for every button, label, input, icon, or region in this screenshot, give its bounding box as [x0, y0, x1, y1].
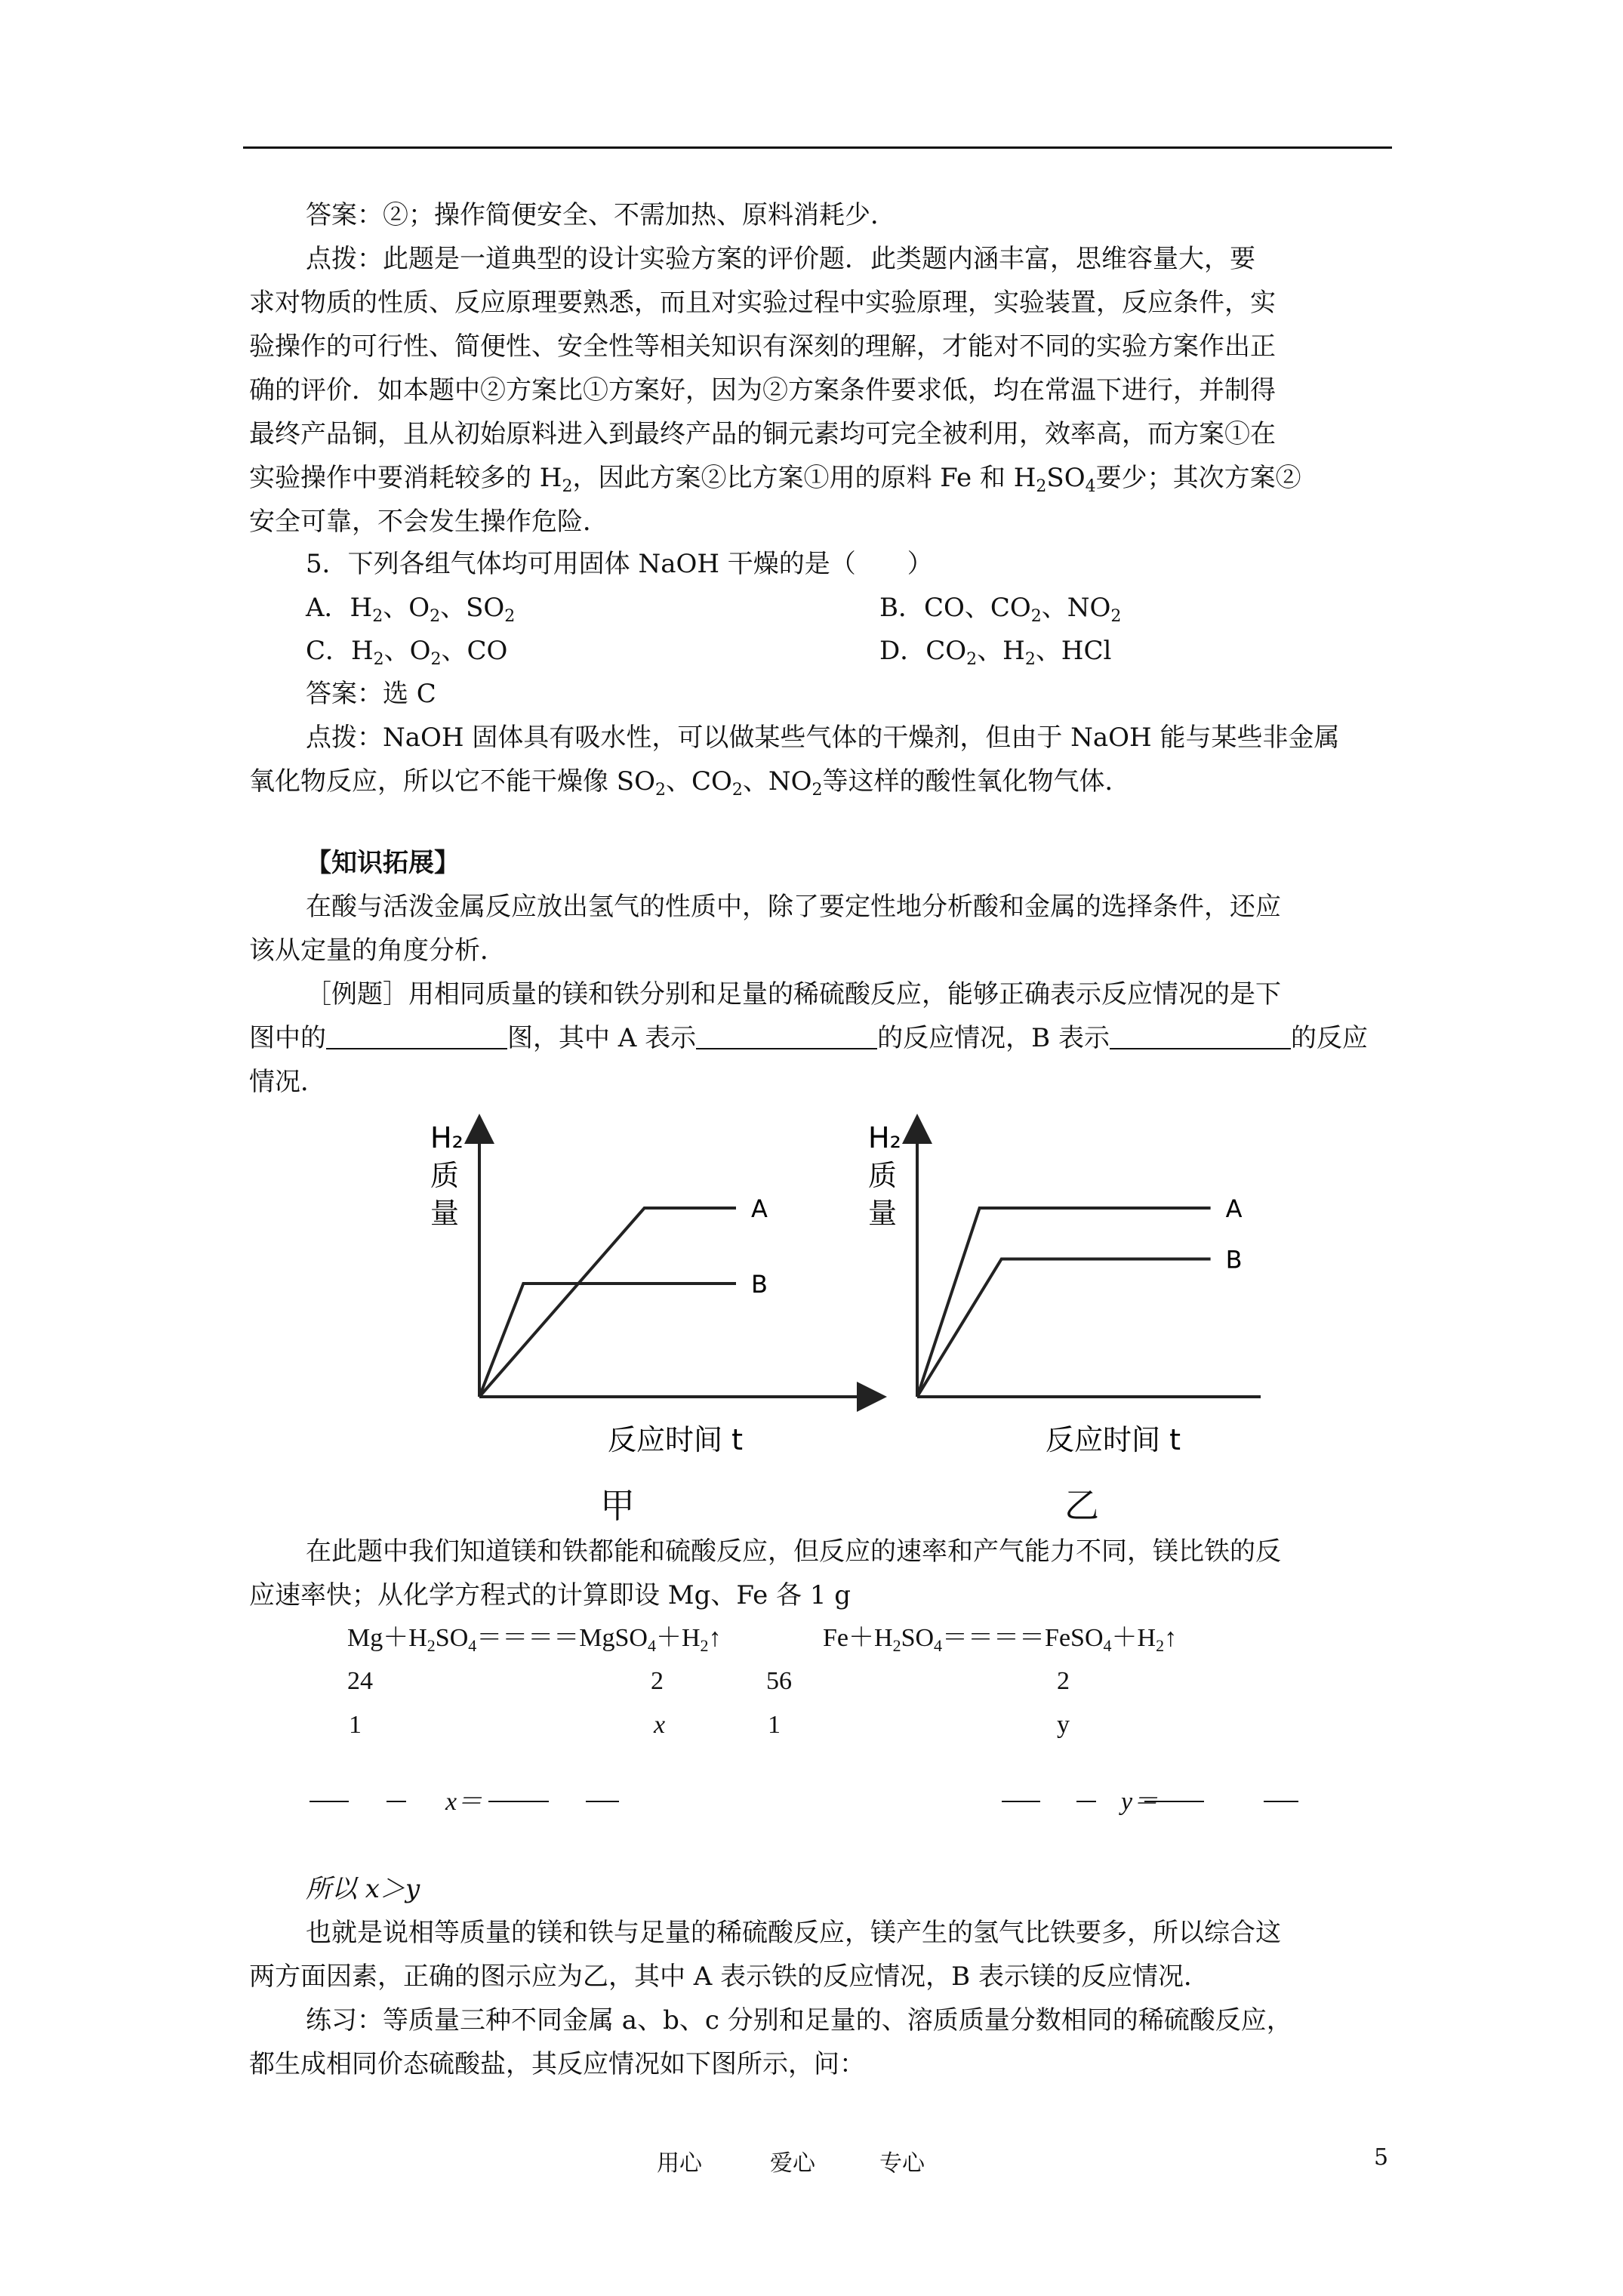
x-axis-label: 反应时间 t: [608, 1423, 743, 1456]
fe-equation: $Fe+H_2SO_4====FeSO_4+H_2↑$: [823, 1624, 1178, 1655]
series-line-B: [479, 1284, 736, 1397]
chart-caption-jia: 甲: [600, 1485, 635, 1526]
option-5-b: B．CO、$CO_2$、$NO_2$: [879, 593, 1122, 626]
y-axis-label: 量: [868, 1197, 898, 1230]
page-number: 5: [1374, 2144, 1389, 2171]
y-axis-label: 量: [430, 1197, 460, 1230]
example-line-2: 图中的 图，其中 A 表示 的反应情况，B 表示 的反应: [249, 1023, 1368, 1053]
mg-molar-mass: 24: [347, 1667, 373, 1695]
answer-blank-1[interactable]: [326, 1025, 507, 1049]
tip-4-line-5: 最终产品铜，且从初始原料进入到最终产品的铜元素均可完全被利用，效率高，而方案①在: [249, 419, 1276, 449]
example-line-3: 情况．: [249, 1067, 326, 1097]
chart-jia: [430, 1121, 872, 1456]
reaction-charts: [408, 1110, 1261, 1518]
answer-blank-2[interactable]: [696, 1025, 877, 1049]
x-solution: x＝: [445, 1788, 483, 1816]
series-label-B: B: [751, 1270, 768, 1299]
header-rule: [243, 146, 1392, 149]
conclusion-line-1: 也就是说相等质量的镁和铁与足量的稀硫酸反应，镁产生的氢气比铁要多，所以综合这: [306, 1918, 1281, 1948]
extension-line-1: 在酸与活泼金属反应放出氢气的性质中，除了要定性地分析酸和金属的选择条件，还应: [306, 892, 1281, 922]
series-line-A: [917, 1208, 1211, 1397]
question-5: 5．下列各组气体均可用固体 NaOH 干燥的是（ ）: [306, 549, 933, 579]
y-solution: y＝: [1121, 1788, 1159, 1816]
tip-4-line-6: 实验操作中要消耗较多的 $H_2$，因此方案②比方案①用的原料 Fe 和 $H_2SO_4$要少；其次方案②: [249, 463, 1301, 496]
answer-blank-3[interactable]: [1110, 1025, 1291, 1049]
practice-line-1: 练习：等质量三种不同金属 a、b、c 分别和足量的、溶质质量分数相同的稀硫酸反应，: [306, 2005, 1292, 2036]
chart-yi: [868, 1121, 1261, 1456]
footer-word-1: 用心: [657, 2150, 702, 2177]
mg-equation: $Mg+H_2SO_4====MgSO_4+H_2↑$: [347, 1624, 722, 1655]
series-label-B: B: [1225, 1245, 1243, 1274]
answer-5: 答案：选 C: [306, 679, 436, 709]
y-axis-label: H₂: [868, 1121, 901, 1154]
option-5-d: D．$CO_2$、$H_2$、HCl: [879, 636, 1112, 669]
mg-h2-mass: 2: [651, 1667, 664, 1695]
series-line-A: [479, 1208, 736, 1397]
after-line-1: 在此题中我们知道镁和铁都能和硫酸反应，但反应的速率和产气能力不同，镁比铁的反: [306, 1536, 1281, 1567]
extension-title: 【知识拓展】: [306, 848, 460, 878]
so-line: 所以 x＞y: [306, 1874, 420, 1904]
y-axis-label: 质: [430, 1159, 460, 1192]
answer-4: 答案：②；操作简便安全、不需加热、原料消耗少．: [306, 200, 896, 230]
x-axis-label: 反应时间 t: [1046, 1423, 1181, 1456]
tip-4-line-2: 求对物质的性质、反应原理要熟悉，而且对实验过程中实验原理，实验装置，反应条件，实: [249, 288, 1276, 318]
fe-given: 1: [768, 1711, 781, 1739]
tip-5-line-2: 氧化物反应，所以它不能干燥像 $SO_2$、$CO_2$、$NO_2$等这样的酸性氧化物气体．: [249, 766, 1131, 800]
tip-4-line-3: 验操作的可行性、简便性、安全性等相关知识有深刻的理解，才能对不同的实验方案作出正: [249, 331, 1276, 362]
conclusion-line-2: 两方面因素，正确的图示应为乙，其中 A 表示铁的反应情况，B 表示镁的反应情况．: [249, 1962, 1209, 1992]
extension-line-2: 该从定量的角度分析．: [249, 935, 506, 966]
tip-4-line-7: 安全可靠，不会发生操作危险．: [249, 507, 608, 537]
fe-unknown: y: [1057, 1711, 1070, 1739]
example-line-1: ［例题］用相同质量的镁和铁分别和足量的稀硫酸反应，能够正确表示反应情况的是下: [306, 979, 1281, 1009]
footer-word-2: 爱心: [770, 2150, 815, 2177]
series-label-A: A: [751, 1194, 768, 1223]
tip-4-line-4: 确的评价．如本题中②方案比①方案好，因为②方案条件要求低，均在常温下进行，并制得: [249, 375, 1276, 405]
footer-word-3: 专心: [879, 2150, 925, 2177]
series-line-B: [917, 1259, 1211, 1398]
practice-line-2: 都生成相同价态硫酸盐，其反应情况如下图所示，问：: [249, 2049, 865, 2079]
fe-molar-mass: 56: [766, 1667, 792, 1695]
y-axis-label: 质: [868, 1159, 898, 1192]
mg-given: 1: [349, 1711, 362, 1739]
tip-4-line-1: 点拨：此题是一道典型的设计实验方案的评价题．此类题内涵丰富，思维容量大，要: [306, 244, 1255, 274]
tip-5-line-1: 点拨：NaOH 固体具有吸水性，可以做某些气体的干燥剂，但由于 NaOH 能与某些非金属: [306, 723, 1340, 753]
mg-unknown: x: [654, 1711, 666, 1739]
fe-h2-mass: 2: [1057, 1667, 1070, 1695]
option-5-c: C．$H_2$、$O_2$、CO: [306, 636, 508, 669]
after-line-2: 应速率快；从化学方程式的计算即设 Mg、Fe 各 1 g: [249, 1580, 852, 1610]
option-5-a: A．$H_2$、$O_2$、$SO_2$: [306, 593, 516, 626]
chart-caption-yi: 乙: [1064, 1485, 1099, 1526]
y-axis-label: H₂: [430, 1121, 463, 1154]
series-label-A: A: [1225, 1194, 1243, 1223]
